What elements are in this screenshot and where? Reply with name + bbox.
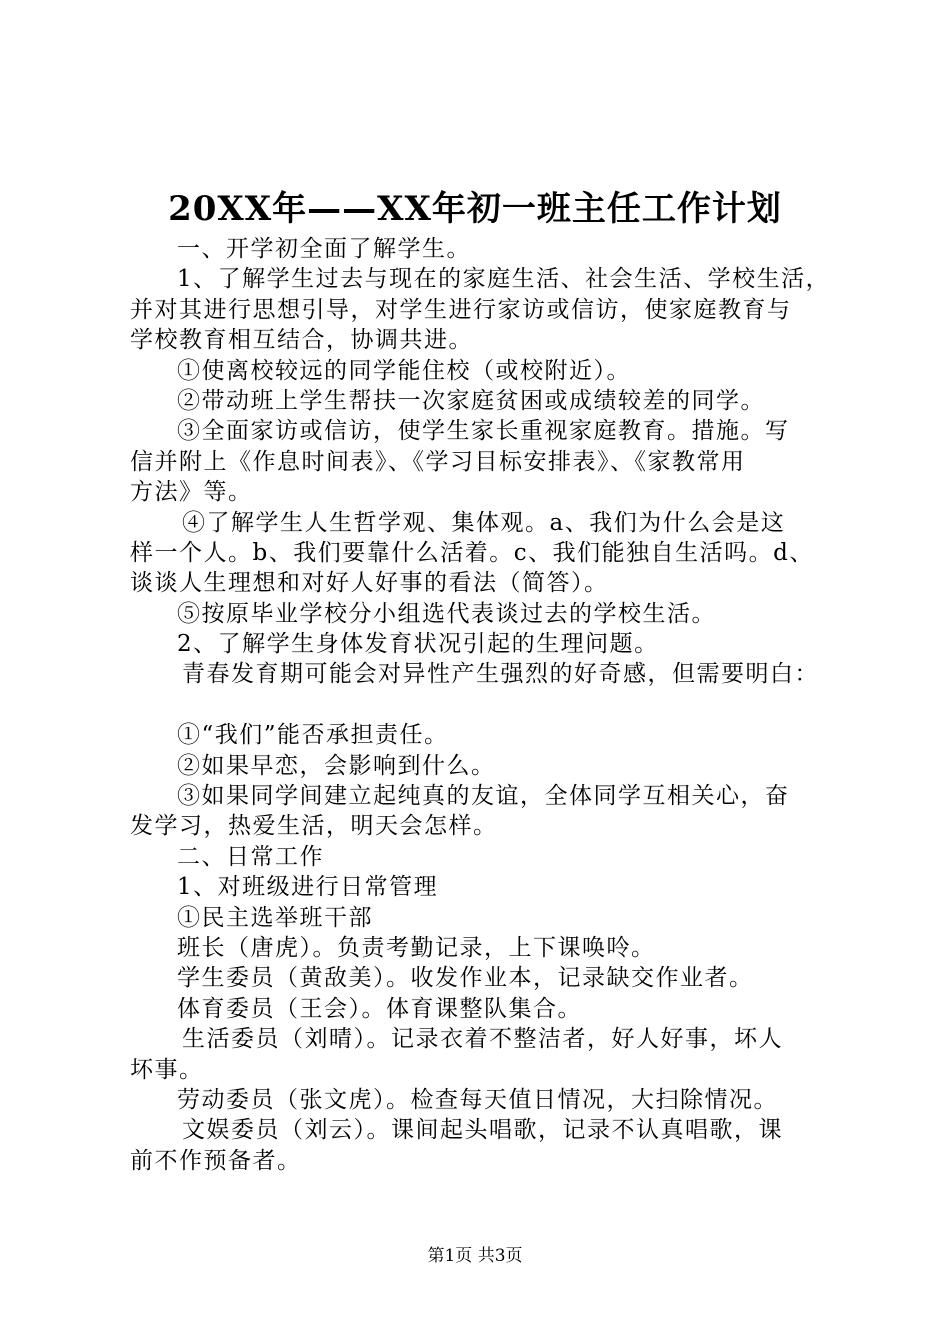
list-item: ①“我们”能否承担责任。 (177, 722, 449, 749)
paragraph-line: 样一个人。b、我们要靠什么活着。c、我们能独自生活吗。d、 (130, 539, 814, 566)
list-item: ④了解学生人生哲学观、集体观。a、我们为什么会是这 (182, 509, 786, 536)
list-item: ③全面家访或信访，使学生家长重视家庭教育。措施。写 (177, 418, 790, 445)
page-number-footer: 第1页 共3页 (427, 1246, 523, 1266)
paragraph-line: 谈谈人生理想和对好人好事的看法（简答）。 (130, 570, 609, 597)
paragraph-line: 前不作预备者。 (130, 1147, 302, 1174)
paragraph-line: 1、了解学生过去与现在的家庭生活、社会生活、学校生活， (177, 266, 831, 293)
page-title: 20XX年——XX年初一班主任工作计划 (168, 189, 782, 229)
subsection-heading: 1、对班级进行日常管理 (177, 874, 439, 901)
paragraph-line: 信并附上《作息时间表》、《学习目标安排表》、《家教常用 (130, 448, 746, 475)
paragraph-line: 2、了解学生身体发育状况引起的生理问题。 (177, 631, 659, 658)
paragraph-line: 学校教育相互结合，协调共进。 (130, 327, 473, 354)
blank-line (130, 690, 850, 720)
paragraph-line: 方法》等。 (130, 479, 253, 506)
paragraph-line: 并对其进行思想引导，对学生进行家访或信访，使家庭教育与 (130, 296, 792, 323)
list-item: ①使离校较远的同学能住校（或校附近）。 (177, 357, 631, 384)
paragraph-line: 班长（唐虎）。负责考勤记录，上下课唤呤。 (177, 934, 656, 961)
paragraph-line: 学生委员（黄敌美）。收发作业本，记录缺交作业者。 (177, 965, 754, 992)
list-item: ②如果早恋，会影响到什么。 (177, 752, 496, 779)
section-heading: 二、日常工作 (177, 843, 324, 870)
paragraph-line: 文娱委员（刘云）。课间起头唱歌，记录不认真唱歌，课 (182, 1117, 783, 1144)
paragraph-line: 发学习，热爱生活，明天会怎样。 (130, 813, 498, 840)
paragraph-line: 体育委员（王会）。体育课整队集合。 (177, 995, 582, 1022)
paragraph-line: 生活委员（刘晴）。记录衣着不整洁者，好人好事，坏人 (182, 1026, 783, 1053)
paragraph-line: 劳动委员（张文虎）。检查每天值日情况，大扫除情况。 (177, 1086, 778, 1113)
paragraph-line: 青春发育期可能会对异性产生强烈的好奇感，但需要明白： (182, 661, 819, 688)
list-item: ③如果同学间建立起纯真的友谊，全体同学互相关心，奋 (177, 783, 790, 810)
list-item: ①民主选举班干部 (177, 904, 373, 931)
list-item: ⑤按原毕业学校分小组选代表谈过去的学校生活。 (177, 600, 716, 627)
section-heading: 一、开学初全面了解学生。 (177, 236, 471, 262)
paragraph-line: 坏事。 (130, 1056, 204, 1083)
document-body (130, 234, 850, 1176)
list-item: ②带动班上学生帮扶一次家庭贫困或成绩较差的同学。 (177, 387, 765, 414)
